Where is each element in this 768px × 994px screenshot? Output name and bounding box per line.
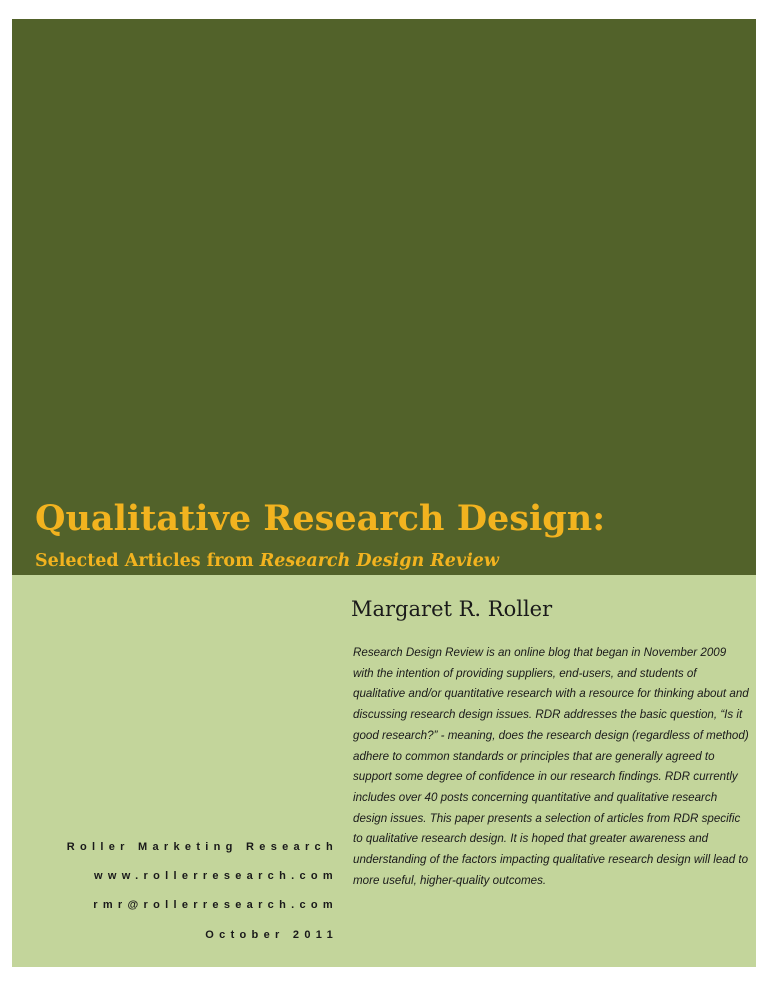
document-title: Qualitative Research Design: (35, 498, 606, 539)
organization-name: Roller Marketing Research (66, 841, 338, 853)
email-text: rmr@rollerresearch.com (93, 899, 338, 911)
cover-bottom-band (12, 575, 756, 967)
cover-page (12, 19, 756, 967)
website-text: www.rollerresearch.com (94, 870, 338, 882)
publication-date: October 2011 (205, 929, 338, 941)
subtitle-source: Research Design Review (259, 551, 499, 571)
subtitle-prefix: Selected Articles from (35, 551, 260, 571)
cover-top-band (12, 19, 756, 575)
abstract-paragraph: Research Design Review is an online blog that began in November 2009 with the intention of providing suppliers, end-users, and students of qualitative and/or quantitative research with a resource for thinking about and discussing research design issues. RDR addresses the basic question, “Is it good research?” - meaning, does the research design (regardless of method) adhere to common standards or principles that are generally agreed to support some degree of confidence in our research findings. RDR currently includes over 40 posts concerning quantitative and qualitative research design issues. This paper presents a selection of articles from RDR specific to qualitative research design. It is hoped that greater awareness and understanding of the factors impacting qualitative research design will lead to more useful, higher-quality outcomes. (353, 646, 749, 887)
author-name: Margaret R. Roller (351, 597, 553, 621)
document-subtitle (35, 549, 499, 573)
